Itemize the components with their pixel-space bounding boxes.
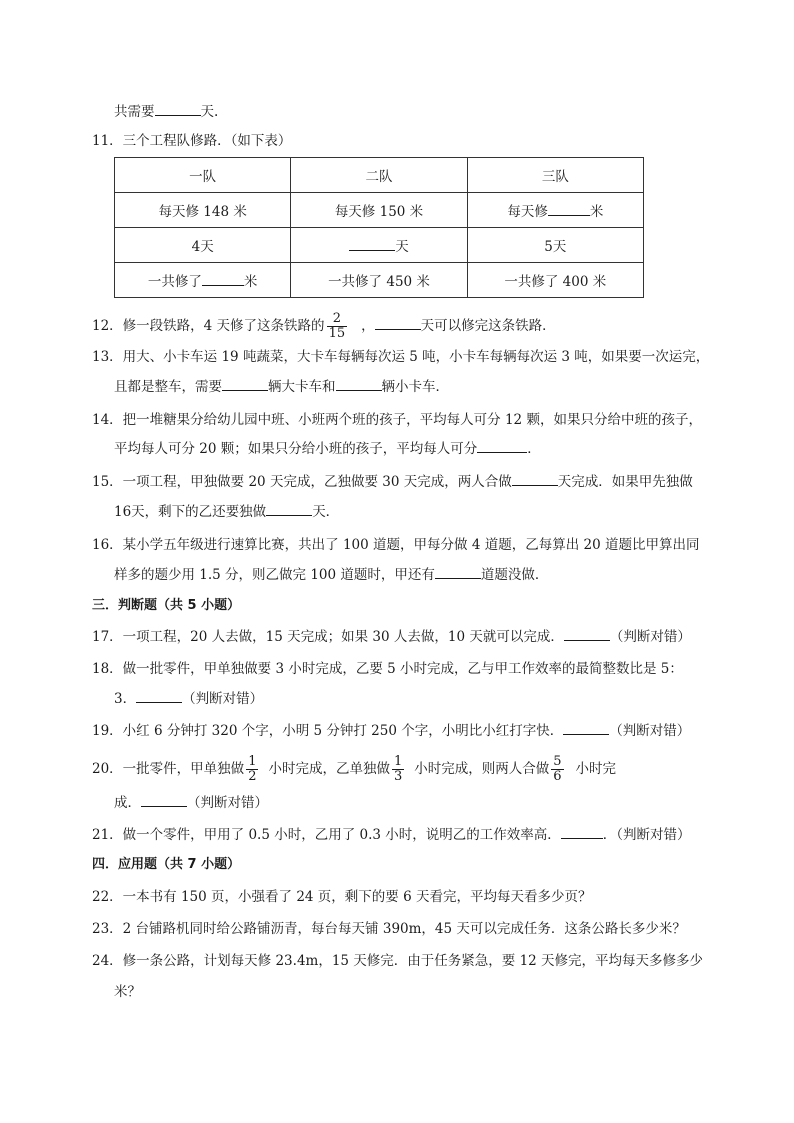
q15-text: 15．一项工程，甲独做要 20 天完成，乙独做要 30 天完成，两人合做 [92, 474, 512, 490]
answer-blank[interactable] [136, 690, 182, 703]
answer-blank[interactable] [349, 238, 395, 251]
question-21 [92, 826, 691, 844]
question-22: 22．一本书有 150 页，小强看了 24 页，剩下的要 6 天看完，平均每天看多少页？ [92, 889, 592, 905]
question-13-line1: 13．用大、小卡车运 19 吨蔬菜，大卡车每辆每次运 5 吨，小卡车每辆每次运 3 吨，如果要一次运完， [92, 349, 710, 365]
question-16-line1: 16．某小学五年级进行速算比赛，共出了 100 道题，甲每分做 4 道题，乙每算出 20 道题比甲算出同 [92, 537, 700, 553]
table-row [115, 158, 644, 193]
section-heading-application: 四．应用题（共 7 小题） [92, 857, 241, 872]
answer-blank[interactable] [563, 722, 609, 735]
table-cell: 一共修了 450 米 [291, 263, 467, 298]
table-cell: 每天修 148 米 [115, 193, 291, 228]
question-17 [92, 628, 691, 646]
q12-comma: ， [361, 318, 375, 334]
q12-suffix: 天可以修完这条铁路． [420, 318, 556, 334]
table-cell: 5天 [467, 228, 643, 263]
table-row [115, 193, 644, 228]
q20-text: 20．一批零件，甲单独做 [92, 761, 245, 777]
answer-blank[interactable] [336, 378, 382, 391]
answer-blank[interactable] [477, 440, 527, 453]
answer-blank[interactable] [435, 566, 481, 579]
q18-text: 3． [114, 691, 137, 707]
q20-text: 小时完成，乙单独做 [268, 761, 390, 777]
answer-blank[interactable] [375, 317, 421, 330]
question-18-line1: 18．做一批零件，甲单独做要 3 小时完成，乙要 5 小时完成，乙与甲工作效率的最简整数比是 5： [92, 661, 683, 677]
q15-text: 16天，剩下的乙还要独做 [114, 504, 267, 520]
answer-blank[interactable] [564, 628, 610, 641]
table-cell [115, 263, 291, 298]
answer-blank[interactable] [155, 103, 201, 116]
q13-text: 辆大卡车和 [268, 379, 336, 395]
answer-blank[interactable] [222, 378, 268, 391]
answer-blank[interactable] [202, 273, 244, 286]
question-11: 11．三个工程队修路．（如下表） [92, 133, 292, 149]
cell-text: 米 [243, 274, 258, 290]
q17-text: 17．一项工程，20 人去做，15 天完成；如果 30 人去做，10 天就可以完成． [92, 629, 564, 645]
question-10-tail [114, 103, 218, 121]
q21-text: 21．做一个零件，甲用了 0.5 小时，乙用了 0.3 小时，说明乙的工作效率高． [92, 827, 561, 843]
answer-blank[interactable] [512, 473, 558, 486]
q17-tail: （判断对错） [609, 629, 691, 645]
table-row [115, 228, 644, 263]
q20-text: 小时完成，则两人合做 [414, 761, 550, 777]
q20-tail: （判断对错） [187, 795, 268, 811]
q16-text: 道题没做． [480, 567, 549, 583]
question-15-line1 [92, 473, 693, 491]
question-13-line2 [114, 378, 449, 396]
section-heading-judgement: 三．判断题（共 5 小题） [92, 598, 241, 613]
fraction-denominator: 3 [393, 769, 403, 784]
table-cell [467, 193, 643, 228]
q13-text: 且都是整车，需要 [114, 379, 222, 395]
q19-tail: （判断对错） [609, 723, 691, 739]
cell-text: 米 [589, 204, 604, 220]
answer-blank[interactable] [266, 503, 312, 516]
q10-suffix: 天. [200, 104, 219, 120]
table-cell: 4天 [115, 228, 291, 263]
q20-text: 小时完 [575, 761, 617, 777]
cell-text: 天 [395, 239, 409, 255]
fraction-denominator: 15 [328, 326, 346, 341]
q16-text: 样多的题少用 1.5 分，则乙做完 100 道题时，甲还有 [114, 567, 435, 583]
fraction [246, 755, 258, 784]
fraction-denominator: 2 [248, 769, 257, 784]
table-header-cell: 三队 [467, 158, 643, 193]
question-14-line1: 14．把一堆糖果分给幼儿园中班、小班两个班的孩子，平均每人可分 12 颗，如果只分给中班的孩子， [92, 412, 702, 428]
q13-text: 辆小卡车． [381, 379, 449, 395]
question-24-line2: 米？ [114, 984, 141, 1000]
question-23: 23．2 台铺路机同时给公路铺沥青，每台每天铺 390m，45 天可以完成任务．这条公路长多少米？ [92, 921, 686, 937]
table-cell: 一共修了 400 米 [467, 263, 643, 298]
q19-text: 19．小红 6 分钟打 320 个字，小明 5 分钟打 250 个字，小明比小红打字快． [92, 723, 564, 739]
question-18-line2 [114, 690, 263, 708]
q15-text: 天完成．如果甲先独做 [557, 474, 693, 490]
q14-text: 平均每人可分 20 颗；如果只分给小班的孩子，平均每人可分 [114, 441, 478, 457]
q10-text: 共需要 [114, 104, 155, 120]
q15-text: 天． [312, 504, 340, 520]
question-20-line1 [92, 752, 616, 786]
q21-tail: ．（判断对错） [602, 827, 691, 843]
fraction [327, 312, 348, 341]
question-19 [92, 722, 690, 740]
table-row [115, 263, 644, 298]
fraction-denominator: 6 [553, 769, 562, 784]
cell-text: 每天修 [507, 204, 548, 220]
table-cell [291, 228, 467, 263]
table-header-cell: 二队 [291, 158, 467, 193]
table-header-cell: 一队 [115, 158, 291, 193]
question-24-line1: 24．修一条公路，计划每天修 23.4m，15 天修完．由于任务紧急，要 12 天修完，平均每天多修多少 [92, 953, 704, 969]
fraction-numerator: 1 [248, 754, 257, 769]
q14-text: ． [527, 441, 541, 457]
table-cell: 每天修 150 米 [291, 193, 467, 228]
q12-text: 12．修一段铁路，4 天修了这条铁路的 [92, 318, 325, 334]
fraction-numerator: 2 [332, 311, 341, 326]
work-teams-table [114, 157, 644, 298]
fraction [392, 755, 404, 784]
answer-blank[interactable] [561, 826, 603, 839]
question-16-line2 [114, 566, 548, 584]
question-12 [92, 311, 556, 341]
question-20-line2 [114, 794, 268, 812]
fraction-numerator: 5 [553, 754, 562, 769]
cell-text: 一共修了 [147, 274, 202, 290]
answer-blank[interactable] [548, 203, 590, 216]
question-14-line2 [114, 440, 541, 458]
q18-tail: （判断对错） [182, 691, 264, 707]
question-15-line2 [114, 503, 339, 521]
fraction [551, 755, 563, 784]
q20-text: 成． [114, 795, 141, 811]
answer-blank[interactable] [141, 794, 187, 807]
fraction-numerator: 1 [393, 754, 403, 769]
